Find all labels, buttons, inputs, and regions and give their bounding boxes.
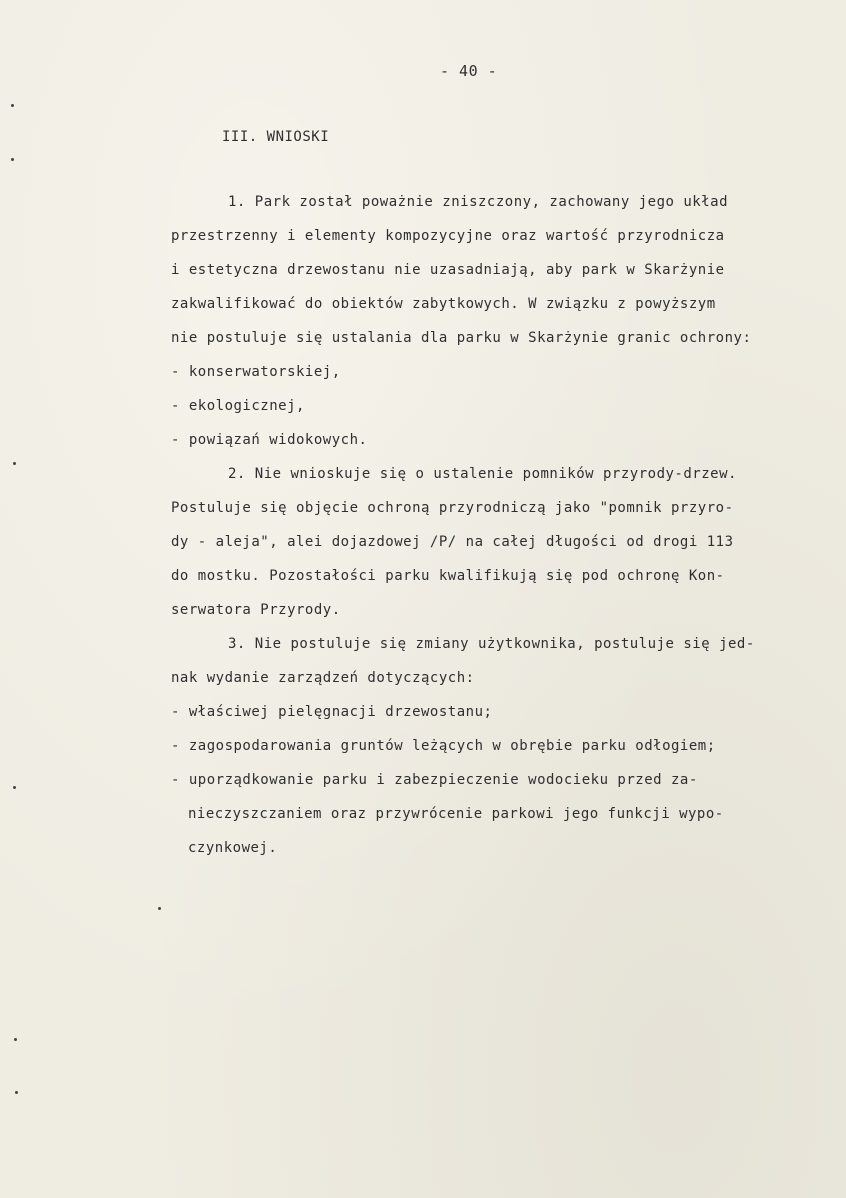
section-heading: III. WNIOSKI bbox=[222, 129, 330, 145]
margin-speck bbox=[15, 1091, 18, 1094]
margin-speck bbox=[14, 1038, 17, 1041]
paragraph-2-line-1: 2. Nie wnioskuje się o ustalenie pomników przyrody-drzew. bbox=[228, 466, 737, 482]
paragraph-2-line-4: do mostku. Pozostałości parku kwalifikują się pod ochronę Kon- bbox=[171, 568, 725, 584]
paragraph-1-line-1: 1. Park został poważnie zniszczony, zachowany jego układ bbox=[228, 194, 729, 210]
margin-speck bbox=[13, 786, 16, 789]
paragraph-2-line-3: dy - aleja", alei dojazdowej /P/ na całej długości od drogi 113 bbox=[171, 534, 734, 550]
list-item-zagospodarowania: - zagospodarowania gruntów leżących w obrębie parku odłogiem; bbox=[171, 738, 716, 754]
list-item-pielegnacji: - właściwej pielęgnacji drzewostanu; bbox=[171, 704, 493, 720]
paragraph-1-line-5: nie postuluje się ustalania dla parku w Skarżynie granic ochrony: bbox=[171, 330, 752, 346]
paragraph-3-line-1: 3. Nie postuluje się zmiany użytkownika, postuluje się jed- bbox=[228, 636, 755, 652]
list-item-uporzadkowanie-cont-1: nieczyszczaniem oraz przywrócenie parkowi jego funkcji wypo- bbox=[188, 806, 724, 822]
paragraph-2-line-2: Postuluje się objęcie ochroną przyrodniczą jako "pomnik przyro- bbox=[171, 500, 734, 516]
paragraph-3-line-2: nak wydanie zarządzeń dotyczących: bbox=[171, 670, 475, 686]
margin-speck bbox=[13, 462, 16, 465]
paragraph-1-line-4: zakwalifikować do obiektów zabytkowych. W związku z powyższym bbox=[171, 296, 716, 312]
margin-speck bbox=[11, 158, 14, 161]
paragraph-2-line-5: serwatora Przyrody. bbox=[171, 602, 341, 618]
paragraph-1-line-2: przestrzenny i elementy kompozycyjne oraz wartość przyrodnicza bbox=[171, 228, 725, 244]
paragraph-1-line-3: i estetyczna drzewostanu nie uzasadniają, aby park w Skarżynie bbox=[171, 262, 725, 278]
page-number: - 40 - bbox=[440, 62, 498, 80]
paper-speck bbox=[158, 907, 161, 910]
list-item-uporzadkowanie: - uporządkowanie parku i zabezpieczenie wodocieku przed za- bbox=[171, 772, 698, 788]
list-item-powiazan-widokowych: - powiązań widokowych. bbox=[171, 432, 368, 448]
list-item-ekologicznej: - ekologicznej, bbox=[171, 398, 305, 414]
margin-speck bbox=[11, 104, 14, 107]
list-item-konserwatorskiej: - konserwatorskiej, bbox=[171, 364, 341, 380]
list-item-uporzadkowanie-cont-2: czynkowej. bbox=[188, 840, 278, 856]
